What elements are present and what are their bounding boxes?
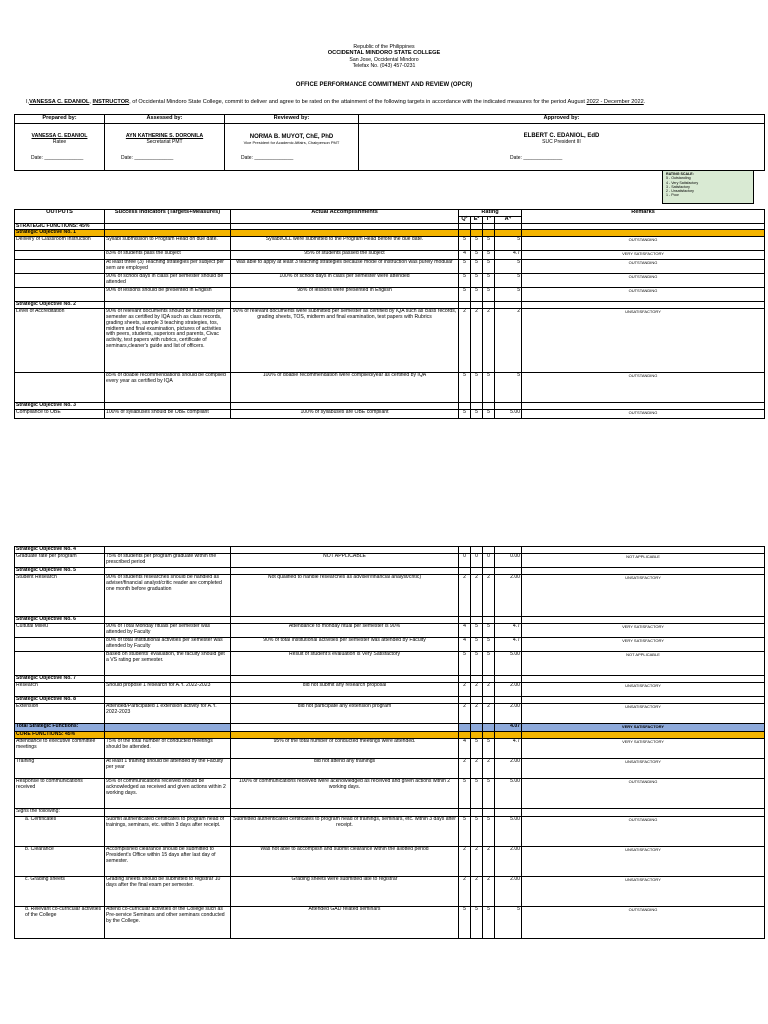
- accomplishment-cell: 90% of total Institutional activities per semester was attended by Faculty: [231, 638, 459, 652]
- remarks-header: Remarks: [522, 210, 765, 224]
- output-cell: Level of Accreditation: [15, 309, 105, 373]
- remarks-cell: UNSATISFACTORY: [522, 704, 765, 724]
- rating-a-cell: 5: [495, 907, 522, 939]
- indicator-cell: 90% of Total Monday rituals per semester was attended by Faculty: [105, 624, 231, 638]
- rating-a-cell: 2.00: [495, 704, 522, 724]
- indicator-cell: Submit authenticated certificates to program head of trainings, seminars, etc. within 3 days after receipt.: [105, 817, 231, 847]
- rating-q-cell: 4: [459, 739, 471, 759]
- indicator-cell: 75% of students per program graduate within the prescribed period: [105, 554, 231, 568]
- rating-q-cell: 2: [459, 575, 471, 617]
- output-cell: Signs the following:: [15, 809, 105, 817]
- signatories-table: [14, 114, 765, 171]
- rating-q-cell: 5: [459, 260, 471, 274]
- rating-t-cell: 5: [483, 274, 495, 288]
- rating-q-cell: 4: [459, 638, 471, 652]
- rating-a-cell: 2.00: [495, 575, 522, 617]
- rating-a-cell: 5: [495, 274, 522, 288]
- rating-e-cell: 5: [471, 624, 483, 638]
- table-row: [15, 652, 765, 676]
- rating-a-cell: 5.00: [495, 817, 522, 847]
- rating-t-cell: [483, 724, 495, 732]
- rating-e-cell: 5: [471, 373, 483, 403]
- rating-e-cell: 5: [471, 779, 483, 809]
- rating-e-cell: 5: [471, 251, 483, 260]
- rating-e-cell: 5: [471, 739, 483, 759]
- accomplishment-cell: did not attend any trainings: [231, 759, 459, 779]
- rating-a-cell: 5.00: [495, 779, 522, 809]
- remarks-cell: [522, 697, 765, 704]
- rating-e-cell: 2: [471, 759, 483, 779]
- rating-q-cell: 2: [459, 704, 471, 724]
- approved-date: Date: ______________: [510, 155, 563, 161]
- rating-a-cell: 5: [495, 237, 522, 251]
- remarks-cell: VERY SATISFACTORY: [522, 624, 765, 638]
- reviewed-name: NORMA B. MUYOT, ChE, PhD: [249, 133, 334, 140]
- remarks-cell: VERY SATISFACTORY: [522, 638, 765, 652]
- output-cell: [15, 652, 105, 676]
- indicator-cell: Based on students' evaluation, the faculty should get a VS rating per semester.: [105, 652, 231, 676]
- indicator-cell: Attend co-curricular activities of the College such as Pre-service Seminars and other seminars conducted by the College.: [105, 907, 231, 939]
- rating-t-cell: 2: [483, 575, 495, 617]
- rating-a-cell: 2: [495, 309, 522, 373]
- rating-q-cell: 2: [459, 309, 471, 373]
- rating-t-cell: 2: [483, 683, 495, 697]
- rating-t-cell: 2: [483, 704, 495, 724]
- rating-t-cell: 5: [483, 237, 495, 251]
- assessed-by-cell: [105, 124, 225, 171]
- accomplishment-cell: 90% of relevant documents were submitted per semester as certified by IQA such as class records, grading sheets, TOS, midterm and final examination, test papers with Rubrics: [231, 309, 459, 373]
- approved-by-cell: [359, 124, 765, 171]
- rating-t-header: T³: [483, 216, 495, 223]
- rating-e-header: E²: [471, 216, 483, 223]
- table-row: [15, 624, 765, 638]
- rating-period: 2022 - December 2022: [586, 99, 644, 105]
- college-address: San Jose, Occidental Mindoro: [349, 56, 419, 63]
- rating-t-cell: 5: [483, 739, 495, 759]
- rating-scale-title: RATING SCALE:: [666, 172, 694, 176]
- output-cell: Strategic Objective No. 6: [15, 617, 105, 624]
- rating-a-cell: 0.00: [495, 554, 522, 568]
- output-cell: Strategic Objective No. 1: [15, 230, 105, 237]
- rating-q-cell: 5: [459, 652, 471, 676]
- table-row: [15, 877, 765, 907]
- ratee-position: INSTRUCTOR: [92, 99, 130, 105]
- republic-line: Republic of the Philippines: [353, 44, 415, 50]
- rating-t-cell: 2: [483, 759, 495, 779]
- rating-e-cell: 5: [471, 652, 483, 676]
- accomplishment-cell: Result of student's evaluation is Very Satisfactory: [231, 652, 459, 676]
- indicators-header: Success Indicators (Targets+Measures): [105, 210, 231, 224]
- output-cell: a. Certificates: [15, 817, 105, 847]
- rating-e-cell: 5: [471, 237, 483, 251]
- output-cell: Extension: [15, 704, 105, 724]
- output-cell: [15, 251, 105, 260]
- accomplishment-cell: 100% of communications received were acknowledged as received and given actions within 2 working days.: [231, 779, 459, 809]
- rating-t-cell: 5: [483, 652, 495, 676]
- output-cell: Strategic Objective No. 4: [15, 547, 105, 554]
- remarks-cell: VERY SATISFACTORY: [522, 724, 765, 732]
- rating-scale-item: 4 - Very Satisfactory: [666, 180, 699, 185]
- accomplishment-cell: did not participate any extension program: [231, 704, 459, 724]
- rating-t-cell: 5: [483, 410, 495, 419]
- output-cell: Response to communications received: [15, 779, 105, 809]
- indicator-cell: 90% of school days in class per semester should be attended: [105, 274, 231, 288]
- rating-e-cell: 2: [471, 309, 483, 373]
- remarks-cell: OUTSTANDING: [522, 274, 765, 288]
- assessed-date: Date: ______________: [121, 155, 174, 161]
- remarks-cell: [522, 547, 765, 554]
- rating-t-cell: 0: [483, 554, 495, 568]
- rating-t-cell: 5: [483, 907, 495, 939]
- output-cell: Attendance to executive committee meetings: [15, 739, 105, 759]
- document-header: [0, 44, 768, 70]
- rating-a-cell: 2.00: [495, 877, 522, 907]
- table-row: [15, 638, 765, 652]
- output-cell: Strategic Objective No. 5: [15, 568, 105, 575]
- rating-q-cell: 5: [459, 288, 471, 302]
- indicator-cell: Attended/Participated 1 extension activity for A.Y. 2022-2023: [105, 704, 231, 724]
- accomplishment-cell: [231, 724, 459, 732]
- indicator-cell: 95% of communications received should be acknowledged as received and given actions within 2 working days.: [105, 779, 231, 809]
- rating-e-cell: 5: [471, 274, 483, 288]
- table-row: [15, 410, 765, 419]
- remarks-cell: OUTSTANDING: [522, 907, 765, 939]
- rating-t-cell: 2: [483, 847, 495, 877]
- table-row: [15, 309, 765, 373]
- rating-a-header: A⁴: [495, 216, 522, 223]
- remarks-cell: [522, 568, 765, 575]
- accomplishment-cell: was able to apply at least 3 teaching strategies because mode of instruction was purely modular: [231, 260, 459, 274]
- accomplishments-header: Actual Accomplishments: [231, 210, 459, 224]
- commitment-statement: I,VANESSA C. EDANIOL, INSTRUCTOR, of Occidental Mindoro State College, commit to deliver and agree to be rated on the attainment of the following targets in accordance with the indicated measures for the period August 2022 - December 2022.: [26, 99, 646, 105]
- rating-a-cell: 5: [495, 288, 522, 302]
- accomplishment-cell: Attendance to monday ritual per semester is 90%: [231, 624, 459, 638]
- output-cell: Student Research: [15, 575, 105, 617]
- indicator-cell: 90% of relevant documents should be submitted per semester as certified by IQA such as class records, grading sheets, sample 3 teaching strategies, tos, midterm and final examination, pictures of activities with peers, students, superiors and parents, Civac activity, test papers with rubrics, certificate of seminars,cleaner's guide and list of officers.: [105, 309, 231, 373]
- output-cell: [15, 373, 105, 403]
- remarks-cell: [522, 809, 765, 817]
- output-cell: Strategic Objective No. 2: [15, 302, 105, 309]
- remarks-cell: UNSATISFACTORY: [522, 309, 765, 373]
- remarks-cell: OUTSTANDING: [522, 373, 765, 403]
- prepared-by-label: Prepared by:: [15, 115, 105, 124]
- table-row: [15, 288, 765, 302]
- rating-e-cell: 2: [471, 704, 483, 724]
- remarks-cell: OUTSTANDING: [522, 288, 765, 302]
- output-cell: [15, 274, 105, 288]
- assessed-by-label: Assessed by:: [105, 115, 225, 124]
- rating-a-cell: 2.00: [495, 759, 522, 779]
- rating-t-cell: 2: [483, 309, 495, 373]
- approved-by-label: Approved by:: [359, 115, 765, 124]
- output-cell: Delivery of Classroom Instruction: [15, 237, 105, 251]
- table-row: [15, 704, 765, 724]
- indicator-cell: [105, 724, 231, 732]
- accomplishment-cell: 95% of students passed the subject: [231, 251, 459, 260]
- prepared-date: Date: ______________: [31, 155, 84, 161]
- indicator-cell: 100% of syllabuses should be OBE compliant: [105, 410, 231, 419]
- table-row: [15, 575, 765, 617]
- remarks-cell: OUTSTANDING: [522, 779, 765, 809]
- rating-t-cell: 5: [483, 624, 495, 638]
- accomplishment-cell: did not submit any research proposal: [231, 683, 459, 697]
- table-row: [15, 847, 765, 877]
- prepared-role: Ratee: [52, 139, 67, 145]
- accomplishment-cell: Was not able to accomplish and submit clearance within the allotted period: [231, 847, 459, 877]
- indicator-cell: 75% of the total number of conducted meetings should be attended.: [105, 739, 231, 759]
- rating-a-cell: 4.7: [495, 624, 522, 638]
- document-title: OFFICE PERFORMANCE COMMITMENT AND REVIEW (OPCR): [295, 81, 473, 88]
- remarks-cell: VERY SATISFACTORY: [522, 251, 765, 260]
- rating-q-header: Q¹: [459, 216, 471, 223]
- remarks-cell: UNSATISFACTORY: [522, 877, 765, 907]
- remarks-cell: UNSATISFACTORY: [522, 847, 765, 877]
- reviewed-date: Date: ______________: [241, 154, 294, 161]
- output-cell: CORE FUNCTIONS: 45%: [15, 732, 105, 739]
- assessed-name: AYN KATHERINE S. DORONILA: [125, 133, 204, 139]
- indicator-cell: Grading sheets should be submitted to registrar 10 days after the final exam per semester.: [105, 877, 231, 907]
- rating-q-cell: 5: [459, 779, 471, 809]
- output-cell: [15, 288, 105, 302]
- rating-a-cell: 4.7: [495, 251, 522, 260]
- indicator-cell: At least 1 training should be attended by the Faculty per year: [105, 759, 231, 779]
- remarks-cell: OUTSTANDING: [522, 237, 765, 251]
- output-cell: Graduate rate per program: [15, 554, 105, 568]
- table-row: [15, 759, 765, 779]
- remarks-cell: [522, 230, 765, 237]
- output-cell: Compliance to OBE: [15, 410, 105, 419]
- rating-q-cell: 5: [459, 907, 471, 939]
- output-cell: Strategic Objective No. 3: [15, 403, 105, 410]
- rating-t-cell: 2: [483, 877, 495, 907]
- accomplishment-cell: 100% of school days in class per semester were attended: [231, 274, 459, 288]
- assessed-role: Secretariat PMT: [146, 139, 183, 145]
- rating-q-cell: 4: [459, 624, 471, 638]
- rating-scale-item: 5 - Outstanding: [666, 176, 691, 181]
- remarks-cell: [522, 302, 765, 309]
- table-row: [15, 907, 765, 939]
- remarks-cell: [522, 732, 765, 739]
- rating-q-cell: 2: [459, 877, 471, 907]
- approved-name: ELBERT C. EDANIOL, EdD: [523, 133, 600, 139]
- rating-e-cell: 5: [471, 410, 483, 419]
- table-row: [15, 274, 765, 288]
- rating-q-cell: 2: [459, 847, 471, 877]
- accomplishment-cell: 98% of lessons were presented in English: [231, 288, 459, 302]
- output-cell: b. Clearance: [15, 847, 105, 877]
- college-name: OCCIDENTAL MINDORO STATE COLLEGE: [327, 50, 441, 57]
- table-row: [15, 724, 765, 732]
- table-row: [15, 237, 765, 251]
- accomplishment-cell: Grading sheets were submitted late to registrar: [231, 877, 459, 907]
- opcr-table-part2: [14, 546, 765, 939]
- rating-q-cell: 5: [459, 237, 471, 251]
- rating-q-cell: 4: [459, 251, 471, 260]
- rating-t-cell: 5: [483, 373, 495, 403]
- rating-e-cell: 5: [471, 288, 483, 302]
- remarks-cell: OUTSTANDING: [522, 817, 765, 847]
- table-row: [15, 373, 765, 403]
- rating-q-cell: 5: [459, 274, 471, 288]
- table-row: [15, 683, 765, 697]
- rating-t-cell: 5: [483, 260, 495, 274]
- remarks-cell: OUTSTANDING: [522, 410, 765, 419]
- remarks-cell: UNSATISFACTORY: [522, 759, 765, 779]
- table-row: [15, 779, 765, 809]
- ratee-name: VANESSA C. EDANIOL: [29, 99, 90, 105]
- rating-a-cell: 2.00: [495, 683, 522, 697]
- reviewed-by-cell: [225, 124, 359, 171]
- rating-scale-item: 2 - Unsatisfactory: [666, 189, 694, 194]
- rating-q-cell: 0: [459, 554, 471, 568]
- indicator-cell: Syllabi submission to Program Head on due date.: [105, 237, 231, 251]
- rating-a-cell: 5.00: [495, 410, 522, 419]
- reviewed-by-label: Reviewed by:: [225, 115, 359, 124]
- table-row: [15, 739, 765, 759]
- rating-t-cell: 5: [483, 638, 495, 652]
- remarks-cell: NOT APPLICABLE: [522, 554, 765, 568]
- output-cell: Strategic Objective No. 8: [15, 697, 105, 704]
- accomplishment-cell: 100% of syllabuses are OBE compliant: [231, 410, 459, 419]
- indicator-cell: At least three (3) Teaching strategies per subject per sem are employed: [105, 260, 231, 274]
- indicator-cell: 80% of total Institutional activities per semester was attended by Faculty: [105, 638, 231, 652]
- remarks-cell: UNSATISFACTORY: [522, 575, 765, 617]
- rating-a-cell: 5: [495, 260, 522, 274]
- rating-a-cell: 4.07: [495, 724, 522, 732]
- approved-role: SUC President III: [542, 139, 581, 145]
- rating-a-cell: 4.7: [495, 739, 522, 759]
- output-cell: Training: [15, 759, 105, 779]
- college-telefax: Telefax No. (043) 457-0231: [352, 63, 416, 70]
- output-cell: Research: [15, 683, 105, 697]
- rating-header: Rating: [459, 210, 522, 217]
- output-cell: Total Strategic Functions:: [15, 724, 105, 732]
- indicator-cell: 85% of doable recommendations should be complied every year as certified by IQA: [105, 373, 231, 403]
- reviewed-role: Vice President for Academic Affairs, Chairperson PMT: [243, 139, 340, 145]
- indicator-cell: 83% of students pass the subject: [105, 251, 231, 260]
- rating-q-cell: 2: [459, 759, 471, 779]
- output-cell: [15, 260, 105, 274]
- rating-e-cell: 2: [471, 575, 483, 617]
- rating-a-cell: 5: [495, 373, 522, 403]
- opcr-table-part1: [14, 209, 765, 419]
- remarks-cell: VERY SATISFACTORY: [522, 739, 765, 759]
- output-cell: d. Relevant co-curricular activities of the College: [15, 907, 105, 939]
- rating-e-cell: 5: [471, 638, 483, 652]
- remarks-cell: [522, 617, 765, 624]
- remarks-cell: NOT APPLICABLE: [522, 652, 765, 676]
- accomplishment-cell: Attended GAD related seminars: [231, 907, 459, 939]
- rating-t-cell: 5: [483, 251, 495, 260]
- accomplishment-cell: Syllabi/OLL were submitted to the Program Head before the due date.: [231, 237, 459, 251]
- indicator-cell: 90% of lessons should be presented in English: [105, 288, 231, 302]
- remarks-cell: [522, 403, 765, 410]
- output-cell: Cultutal Milleu: [15, 624, 105, 638]
- rating-e-cell: 2: [471, 683, 483, 697]
- accomplishment-cell: Not qualified to handle researches as adviser/financial analyst/critic): [231, 575, 459, 617]
- rating-e-cell: 5: [471, 817, 483, 847]
- indicator-cell: 90% of students researches should be handled as adviser/financial analyst/critic reader are completed one month before graduation: [105, 575, 231, 617]
- strategic-functions-label: STRATEGIC FUNCTIONS: 45%: [15, 223, 105, 230]
- table-row: [15, 554, 765, 568]
- rating-e-cell: 0: [471, 554, 483, 568]
- table-row: [15, 260, 765, 274]
- accomplishment-cell: Submitted authenticated certificates to program head of trainings, seminars, etc. within 3 days after receipt.: [231, 817, 459, 847]
- rating-t-cell: 5: [483, 817, 495, 847]
- output-cell: [15, 638, 105, 652]
- accomplishment-cell: 100% of doable recommendation were complied/year as certified by IQA: [231, 373, 459, 403]
- rating-scale-box: [662, 170, 754, 204]
- rating-e-cell: 2: [471, 877, 483, 907]
- outputs-header: OUTPUTS: [15, 210, 105, 224]
- accomplishment-cell: 95% of the total number of conducted meetings were attended.: [231, 739, 459, 759]
- rating-q-cell: 5: [459, 410, 471, 419]
- accomplishment-cell: NOT APPLICABLE: [231, 554, 459, 568]
- rating-e-cell: [471, 724, 483, 732]
- indicator-cell: Accomplished clearance should be submitted to President's Office within 15 days after last day of semester.: [105, 847, 231, 877]
- rating-q-cell: [459, 724, 471, 732]
- rating-a-cell: 2.00: [495, 847, 522, 877]
- rating-e-cell: 5: [471, 260, 483, 274]
- rating-e-cell: 2: [471, 847, 483, 877]
- rating-q-cell: 5: [459, 817, 471, 847]
- rating-a-cell: 5.00: [495, 652, 522, 676]
- indicator-cell: Should propose 1 research for A.Y. 2022-2023: [105, 683, 231, 697]
- rating-q-cell: 5: [459, 373, 471, 403]
- rating-scale-item: 3 - Satisfactory: [666, 184, 690, 189]
- table-row: [15, 817, 765, 847]
- rating-e-cell: 5: [471, 907, 483, 939]
- remarks-cell: [522, 676, 765, 683]
- output-cell: c. Grading sheets: [15, 877, 105, 907]
- prepared-by-cell: [15, 124, 105, 171]
- rating-t-cell: 5: [483, 779, 495, 809]
- prepared-name: VANESSA C. EDANIOL: [31, 133, 88, 139]
- output-cell: Strategic Objective No. 7: [15, 676, 105, 683]
- rating-t-cell: 5: [483, 288, 495, 302]
- rating-a-cell: 4.7: [495, 638, 522, 652]
- remarks-cell: UNSATISFACTORY: [522, 683, 765, 697]
- rating-scale-item: 1 - Poor: [666, 193, 679, 198]
- rating-q-cell: 2: [459, 683, 471, 697]
- remarks-cell: OUTSTANDING: [522, 260, 765, 274]
